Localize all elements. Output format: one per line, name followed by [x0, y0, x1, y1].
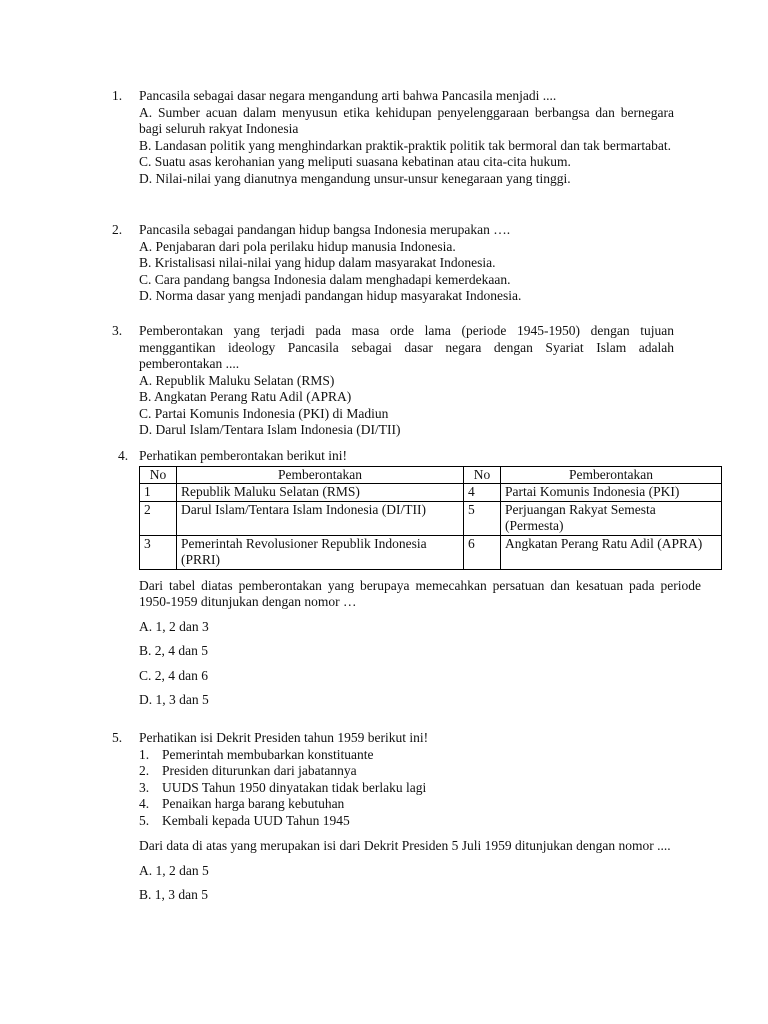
option-b: B. Kristalisasi nilai-nilai yang hidup dalam masyarakat Indonesia.: [139, 255, 496, 270]
option-d: D. 1, 3 dan 5: [139, 692, 209, 707]
table-header-row: [140, 466, 722, 484]
table-cell: Republik Maluku Selatan (RMS): [177, 484, 464, 502]
table-cell: 4: [464, 484, 501, 502]
table-row: [140, 484, 722, 502]
question-stem: Perhatikan isi Dekrit Presiden tahun 1959 berikut ini!: [139, 730, 429, 745]
table-row: [140, 535, 722, 569]
list-item: 2. Presiden diturunkan dari jabatannya: [139, 763, 357, 778]
option-a: A. Republik Maluku Selatan (RMS): [139, 372, 335, 388]
table-cell: 1: [140, 484, 177, 502]
option-a: A. 1, 2 dan 3: [139, 618, 209, 634]
question-stem: Pancasila sebagai pandangan hidup bangsa Indonesia merupakan ….: [139, 222, 511, 237]
question-number: 5.: [112, 730, 123, 745]
option-d: D. Darul Islam/Tentara Islam Indonesia (DI/TII): [139, 422, 401, 437]
table-header: Pemberontakan: [177, 466, 464, 484]
option-c: C. Suatu asas kerohanian yang meliputi suasana kebatinan atau cita-cita hukum.: [139, 154, 571, 169]
question-stem: Pemberontakan yang terjadi pada masa orde lama (periode 1945-1950) dengan tujuan menggantikan ideology Pancasila sebagai dasar negara dengan Syariat Islam adalah pemberontakan ....: [139, 323, 674, 371]
option-b: B. 1, 3 dan 5: [139, 887, 208, 902]
question-text: Dari data di atas yang merupakan isi dari Dekrit Presiden 5 Juli 1959 ditunjukan dengan nomor ....: [139, 838, 671, 853]
option-b: B. Landasan politik yang menghindarkan praktik-praktik politik tak bermoral dan tak bermartabat.: [139, 137, 671, 153]
option-a: A. Penjabaran dari pola perilaku hidup manusia Indonesia.: [139, 238, 456, 254]
option-b: B. Angkatan Perang Ratu Adil (APRA): [139, 389, 352, 404]
table-cell: 5: [464, 501, 501, 535]
table-header: No: [140, 466, 177, 484]
table-cell: 3: [140, 535, 177, 569]
question-3: [112, 323, 674, 439]
list-item: 1. Pemerintah membubarkan konstituante: [139, 746, 374, 762]
list-item: 4. Penaikan harga barang kebutuhan: [139, 796, 345, 811]
table-header: Pemberontakan: [501, 466, 722, 484]
table-cell: Partai Komunis Indonesia (PKI): [501, 484, 722, 502]
question-number: 3.: [112, 323, 123, 338]
option-d: D. Norma dasar yang menjadi pandangan hidup masyarakat Indonesia.: [139, 288, 522, 303]
question-number: 2.: [112, 222, 123, 237]
question-5: [112, 730, 674, 904]
option-c: C. Partai Komunis Indonesia (PKI) di Madiun: [139, 405, 389, 421]
table-cell: Darul Islam/Tentara Islam Indonesia (DI/TII): [177, 501, 464, 535]
question-1: [112, 88, 674, 187]
table-cell: Pemerintah Revolusioner Republik Indonesia (PRRI): [177, 535, 464, 569]
option-c: C. Cara pandang bangsa Indonesia dalam menghadapi kemerdekaan.: [139, 271, 511, 287]
list-item: 5. Kembali kepada UUD Tahun 1945: [139, 812, 350, 828]
option-a: A. Sumber acuan dalam menyusun etika kehidupan penyelenggaraan berbangsa dan bernegara bagi seluruh rakyat Indonesia: [139, 104, 674, 136]
table-cell: 6: [464, 535, 501, 569]
question-number: 1.: [112, 88, 123, 103]
question-stem: Pancasila sebagai dasar negara mengandung arti bahwa Pancasila menjadi ....: [139, 88, 557, 103]
rebellion-table: [139, 466, 722, 570]
question-number: 4.: [118, 448, 129, 463]
table-header: No: [464, 466, 501, 484]
question-text: Dari tabel diatas pemberontakan yang berupaya memecahkan persatuan dan kesatuan pada periode 1950-1959 ditunjukan dengan nomor …: [139, 577, 701, 609]
option-a: A. 1, 2 dan 5: [139, 862, 209, 878]
table-cell: Perjuangan Rakyat Semesta (Permesta): [501, 501, 722, 535]
question-4: [118, 448, 718, 709]
table-row: [140, 501, 722, 535]
question-2: [112, 222, 674, 305]
option-c: C. 2, 4 dan 6: [139, 667, 208, 683]
list-item: 3. UUDS Tahun 1950 dinyatakan tidak berlaku lagi: [139, 779, 427, 795]
option-b: B. 2, 4 dan 5: [139, 643, 208, 658]
question-stem: Perhatikan pemberontakan berikut ini!: [139, 448, 348, 463]
table-cell: Angkatan Perang Ratu Adil (APRA): [501, 535, 722, 569]
option-d: D. Nilai-nilai yang dianutnya mengandung unsur-unsur kenegaraan yang tinggi.: [139, 170, 571, 186]
table-cell: 2: [140, 501, 177, 535]
